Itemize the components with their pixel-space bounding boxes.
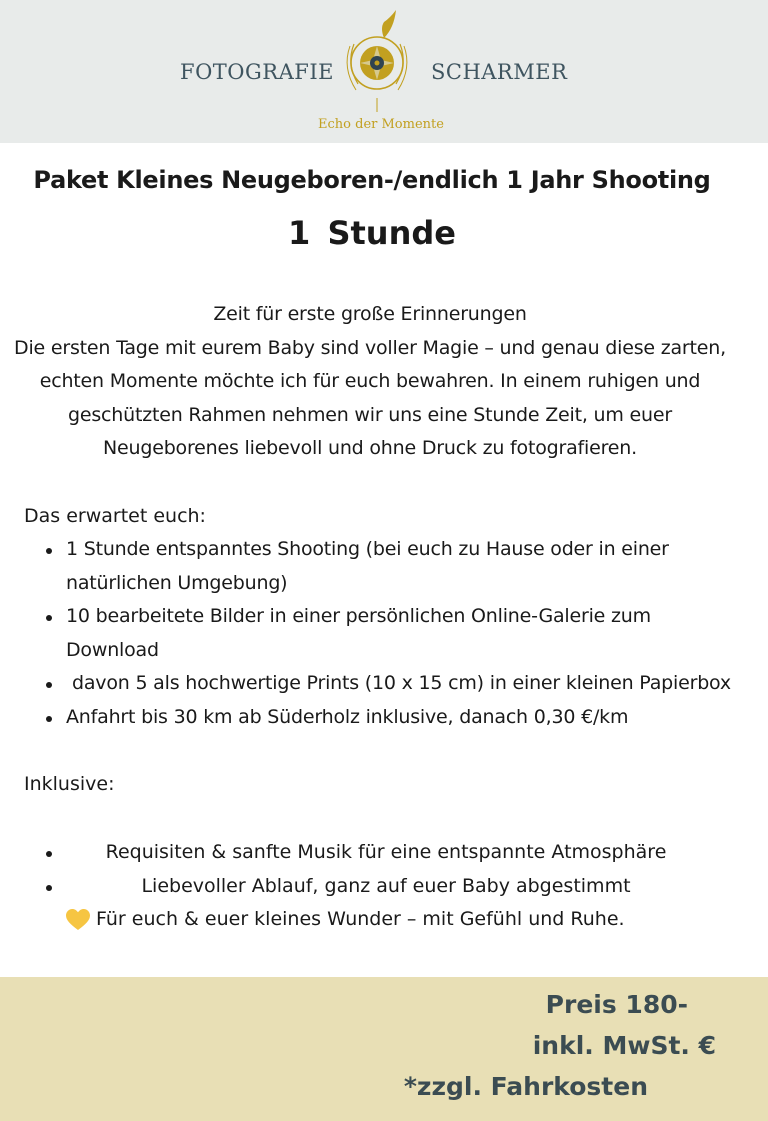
brand-tagline: Echo der Momente: [318, 117, 444, 132]
package-title: Paket Kleines Neugeboren-/endlich 1 Jahr Shooting: [33, 166, 711, 194]
expect-list: [66, 533, 746, 734]
intro-section: [14, 298, 726, 466]
intro-text: Die ersten Tage mit eurem Baby sind voller Magie – und genau diese zarten, echten Momente möchte ich für euch bewahren. In einem ruhigen und geschützten Rahmen nehmen wir uns eine Stunde Zeit, um euer Neugeborenes liebevoll und ohne Druck zu fotografieren.: [14, 336, 726, 459]
expect-label: Das erwartet euch:: [24, 505, 206, 527]
brand-name-left: FOTOGRAFIE: [180, 60, 334, 84]
closing-text: Für euch & euer kleines Wunder – mit Gefühl und Ruhe.: [96, 908, 625, 930]
inclusive-list: [66, 836, 706, 903]
inclusive-label: Inklusive:: [24, 773, 115, 795]
list-item: 10 bearbeitete Bilder in einer persönlichen Online-Galerie zum Download: [66, 600, 746, 667]
vat-line: inkl. MwSt. €: [532, 1031, 716, 1060]
camera-aperture-logo-icon: [340, 8, 414, 112]
list-item: davon 5 als hochwertige Prints (10 x 15 cm) in einer kleinen Papierbox: [66, 667, 746, 701]
header-band: [0, 0, 768, 143]
closing-line: [66, 903, 686, 937]
package-duration: 1 Stunde: [288, 214, 456, 252]
yellow-heart-icon: [66, 909, 90, 931]
list-item: Requisiten & sanfte Musik für eine entspannte Atmosphäre: [66, 836, 706, 870]
list-item: 1 Stunde entspanntes Shooting (bei euch zu Hause oder in einer natürlichen Umgebung): [66, 533, 746, 600]
intro-heading: Zeit für erste große Erinnerungen: [213, 303, 527, 325]
price-line: Preis 180-: [545, 990, 688, 1019]
list-item: Liebevoller Ablauf, ganz auf euer Baby abgestimmt: [66, 870, 706, 904]
list-item: Anfahrt bis 30 km ab Süderholz inklusive, danach 0,30 €/km: [66, 701, 746, 735]
brand-name-right: SCHARMER: [431, 60, 568, 84]
travel-cost-note: *zzgl. Fahrkosten: [403, 1072, 648, 1101]
